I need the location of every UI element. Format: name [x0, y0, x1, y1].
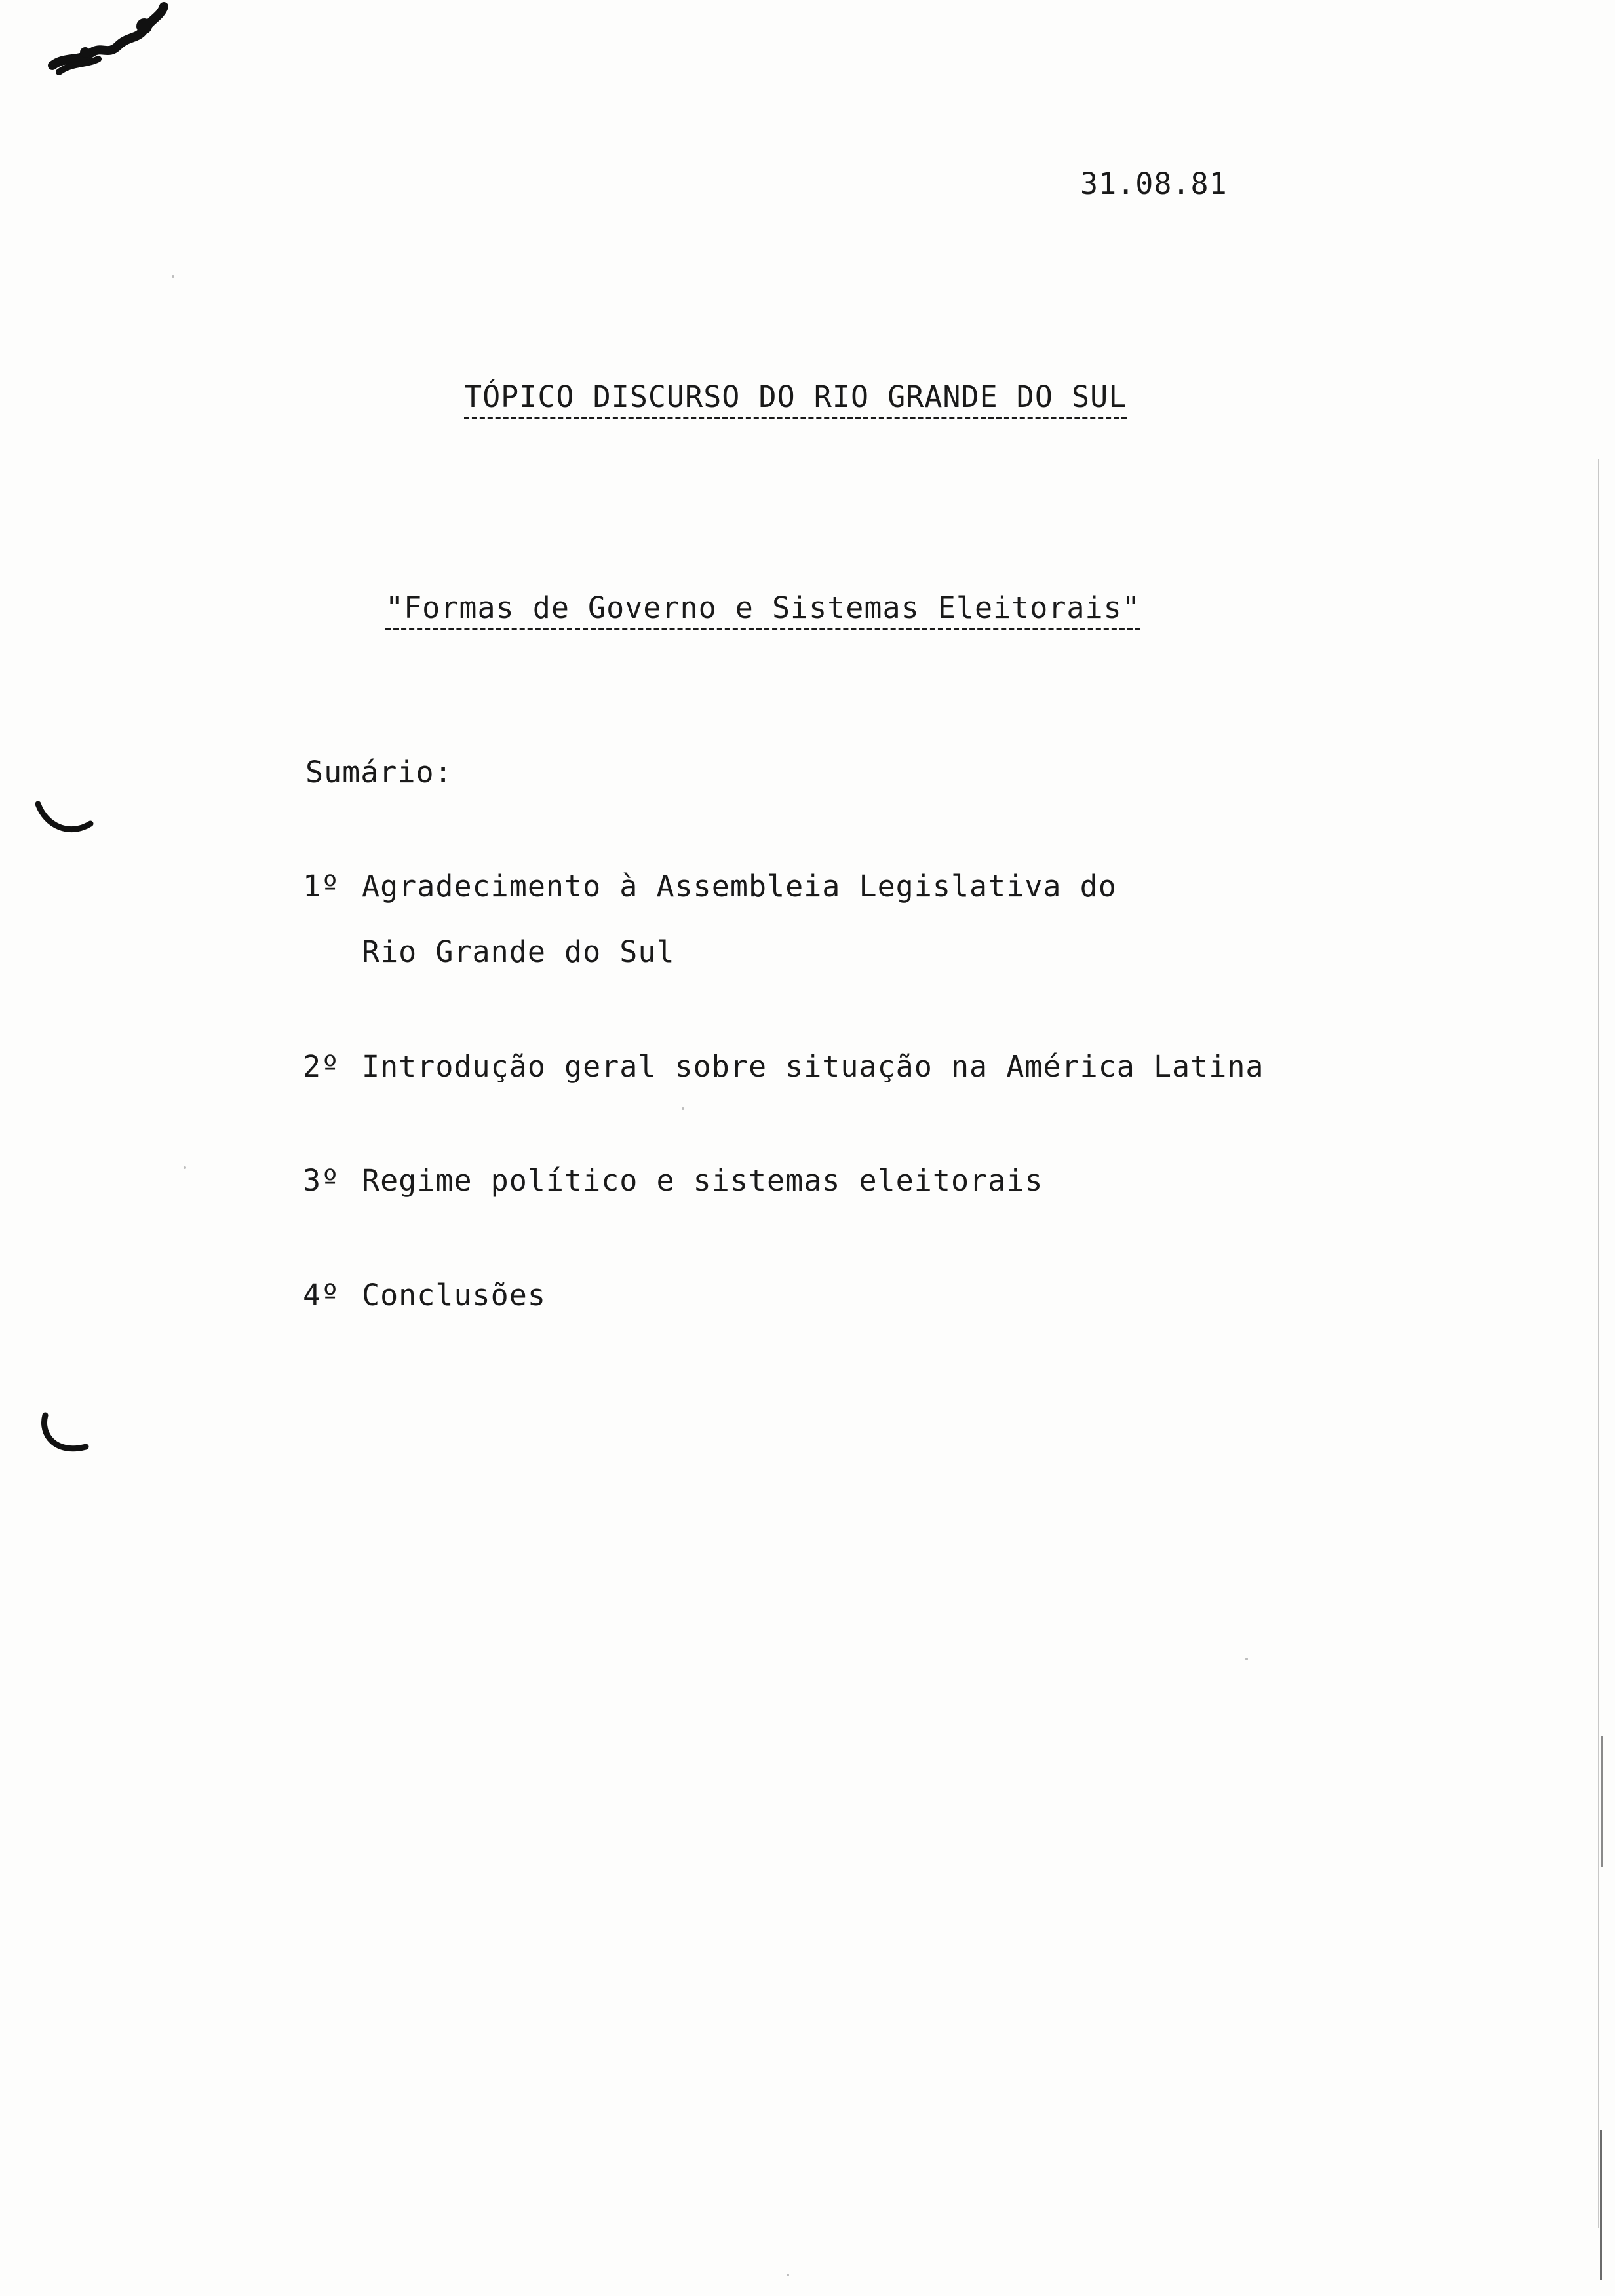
- list-item: [303, 1163, 1043, 1198]
- scan-speck: [1245, 1658, 1248, 1660]
- summary-label: Sumário:: [305, 755, 453, 790]
- list-item-number: 1º: [303, 869, 340, 904]
- scan-edge-line: [1598, 459, 1599, 2228]
- list-item-number: 4º: [303, 1278, 340, 1312]
- scan-speck: [172, 275, 174, 278]
- list-item-text: Conclusões: [362, 1278, 546, 1312]
- list-item-number: 3º: [303, 1163, 340, 1198]
- scan-speck: [682, 1107, 684, 1110]
- list-item-continuation: Rio Grande do Sul: [362, 934, 675, 969]
- scan-speck: [787, 2274, 789, 2276]
- document-subtitle: "Formas de Governo e Sistemas Eleitorais": [385, 593, 1140, 630]
- document-date: 31.08.81: [1080, 166, 1228, 201]
- margin-curve-mark-icon: [36, 1409, 92, 1464]
- list-item-text: Agradecimento à Assembleia Legislativa do: [362, 869, 1117, 904]
- list-item: [303, 1280, 546, 1310]
- scan-edge-line: [1601, 1736, 1603, 1867]
- page-title: TÓPICO DISCURSO DO RIO GRANDE DO SUL: [464, 382, 1127, 419]
- list-item-text: Introdução geral sobre situação na América Latina: [362, 1049, 1264, 1084]
- list-item-number: 2º: [303, 1049, 340, 1084]
- list-item: [303, 869, 1117, 904]
- handwritten-scribble-icon: [46, 0, 170, 79]
- scan-edge-line: [1600, 2130, 1602, 2280]
- list-item-text: Regime político e sistemas eleitorais: [362, 1163, 1043, 1198]
- scan-speck: [184, 1166, 186, 1169]
- margin-curve-mark-icon: [33, 796, 95, 842]
- list-item: [303, 1049, 1264, 1084]
